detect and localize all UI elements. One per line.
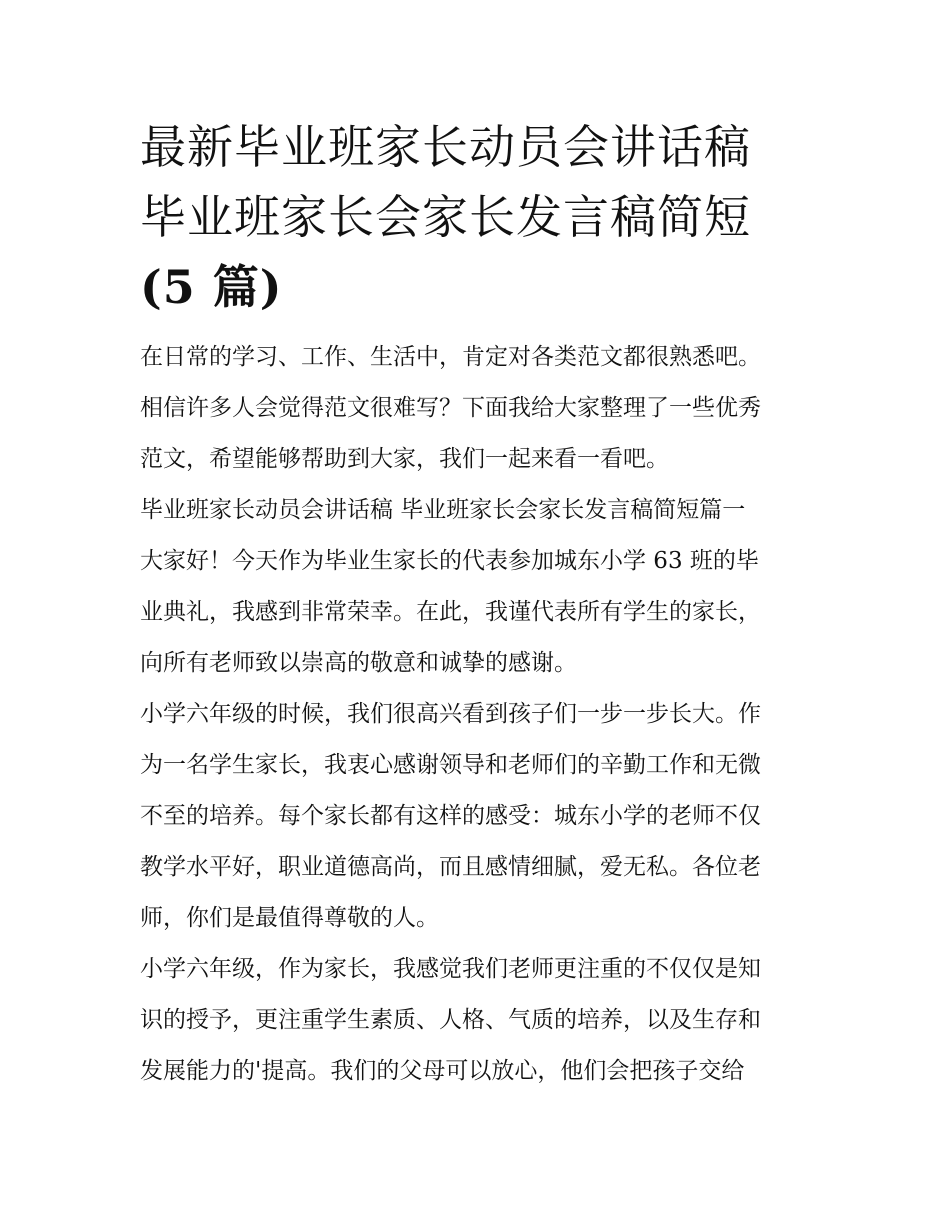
- paragraph-greeting: [140, 536, 812, 689]
- text-line: 发展能力的'提高。我们的父母可以放心，他们会把孩子交给: [140, 1058, 745, 1084]
- text-line: 在日常的学习、工作、生活中，肯定对各类范文都很熟悉吧。: [140, 344, 761, 370]
- paragraph-intro: [140, 332, 812, 485]
- text-line: 不至的培养。每个家长都有这样的感受：城东小学的老师不仅: [140, 803, 761, 829]
- paragraph-education: [140, 944, 812, 1097]
- text-line: 识的授予，更注重学生素质、人格、气质的培养，以及生存和: [140, 1007, 761, 1033]
- text-line: 业典礼，我感到非常荣幸。在此，我谨代表所有学生的家长，: [140, 599, 761, 625]
- document-title: [140, 112, 812, 322]
- title-line: (5 篇): [140, 260, 283, 314]
- title-line: 最新毕业班家长动员会讲话稿: [140, 120, 751, 174]
- text-line: 教学水平好，职业道德高尚，而且感情细腻，爱无私。各位老: [140, 854, 761, 880]
- title-line: 毕业班家长会家长发言稿简短: [140, 190, 751, 244]
- text-line: 毕业班家长动员会讲话稿 毕业班家长会家长发言稿简短篇一: [140, 497, 746, 523]
- document-content: [140, 112, 812, 1097]
- text-line: 相信许多人会觉得范文很难写？下面我给大家整理了一些优秀: [140, 395, 761, 421]
- text-line: 师，你们是最值得尊敬的人。: [140, 905, 439, 931]
- text-line: 向所有老师致以崇高的敬意和诚挚的感谢。: [140, 650, 577, 676]
- paragraph-section-heading: [140, 485, 812, 536]
- text-line: 大家好！今天作为毕业生家长的代表参加城东小学 63 班的毕: [140, 548, 759, 574]
- text-line: 小学六年级，作为家长，我感觉我们老师更注重的不仅仅是知: [140, 956, 761, 982]
- text-line: 范文，希望能够帮助到大家，我们一起来看一看吧。: [140, 446, 669, 472]
- text-line: 小学六年级的时候，我们很高兴看到孩子们一步一步长大。作: [140, 701, 761, 727]
- text-line: 为一名学生家长，我衷心感谢领导和老师们的辛勤工作和无微: [140, 752, 761, 778]
- paragraph-thanks: [140, 689, 812, 944]
- document-body: [140, 332, 812, 1097]
